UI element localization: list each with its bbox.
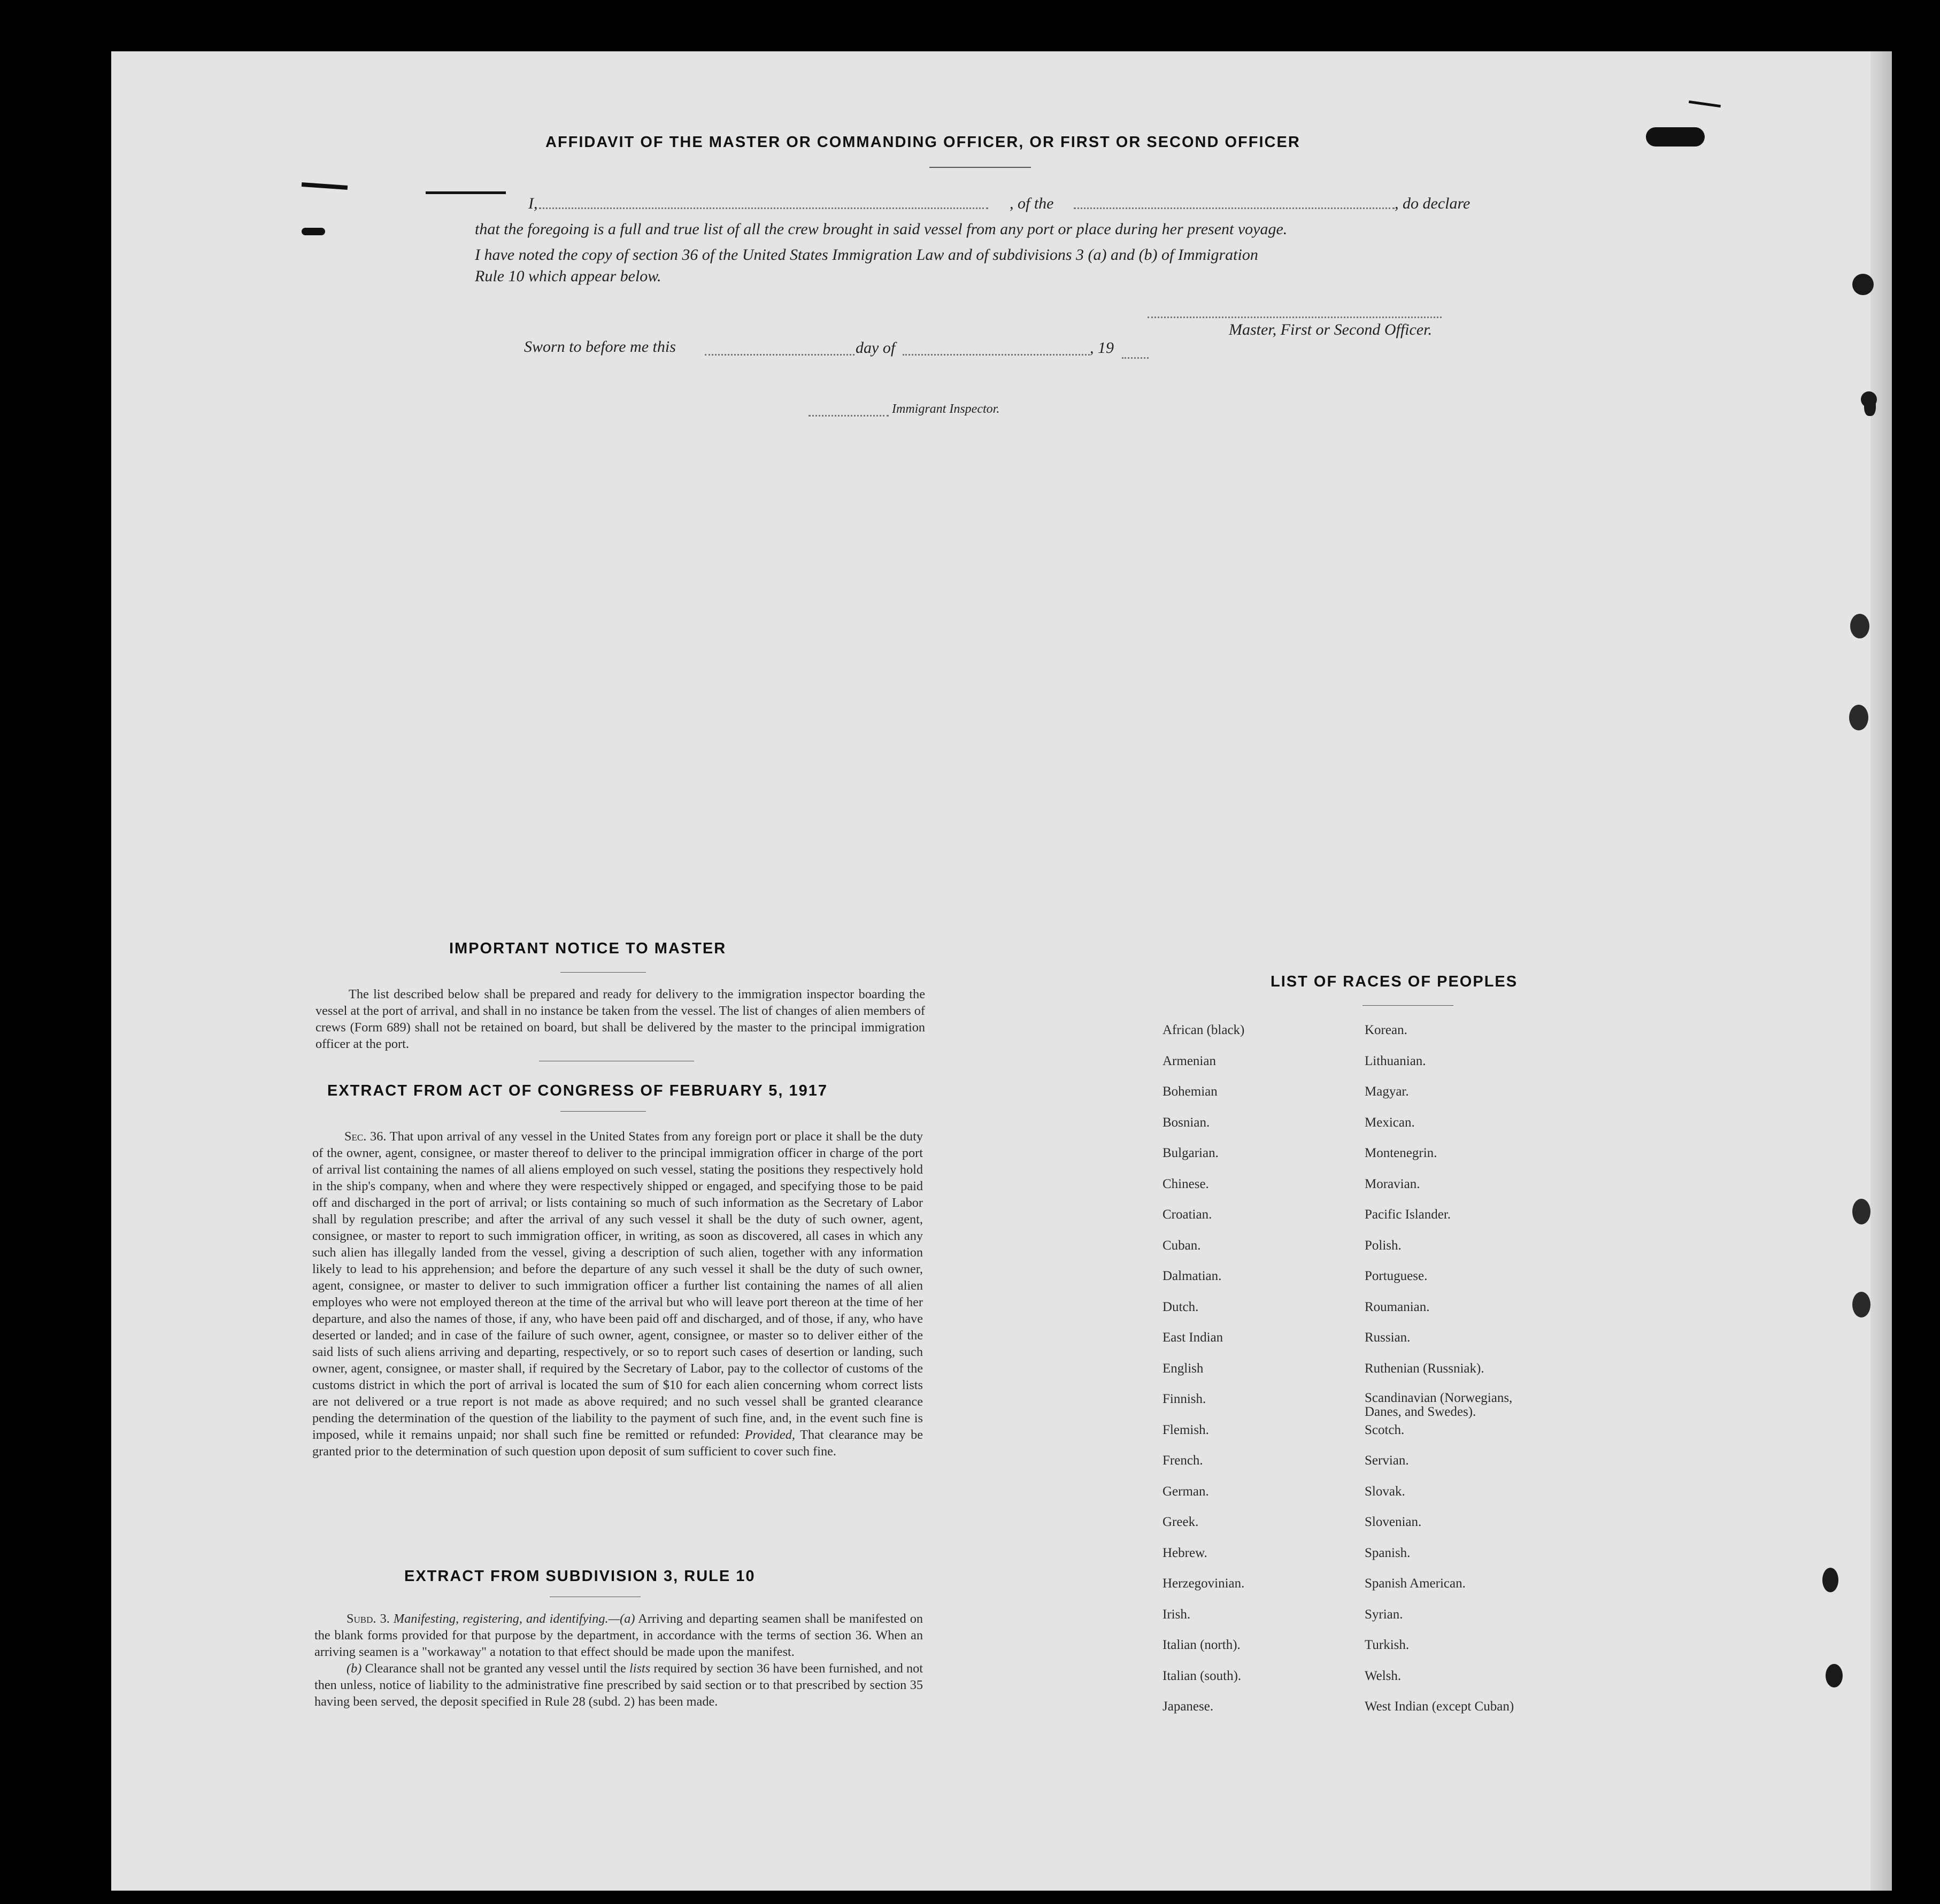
race-item: Dalmatian. (1163, 1269, 1222, 1283)
ink-smudge (1689, 101, 1721, 107)
race-item: Scandinavian (Norwegians, Danes, and Swedes). (1365, 1391, 1513, 1419)
races-rule (1362, 1005, 1453, 1006)
races-column-2 (1365, 1022, 1536, 1730)
sworn-month-field[interactable] (903, 354, 1090, 356)
race-item: Spanish American. (1365, 1576, 1466, 1591)
ink-smudge (302, 182, 348, 190)
race-item: Lithuanian. (1365, 1053, 1426, 1068)
race-item: Montenegrin. (1365, 1146, 1437, 1160)
race-item: Italian (south). (1163, 1668, 1242, 1683)
title-rule (929, 167, 1031, 168)
sworn-label: Sworn to before me this (524, 338, 676, 356)
act-title: EXTRACT FROM ACT OF CONGRESS OF FEBRUARY 5, 1917 (327, 1082, 828, 1099)
race-item: Spanish. (1365, 1545, 1411, 1560)
race-item: Mexican. (1365, 1115, 1415, 1130)
page-edge-shadow (1870, 51, 1892, 1891)
act-text (312, 1128, 923, 1460)
race-item: German. (1163, 1484, 1209, 1499)
subd-label: Subd. 3. (347, 1612, 390, 1626)
act-rule (560, 1111, 646, 1112)
race-item: English (1163, 1361, 1204, 1376)
race-item: Bosnian. (1163, 1115, 1210, 1130)
race-item: Cuban. (1163, 1238, 1201, 1253)
sworn-year-field[interactable] (1122, 357, 1149, 359)
binding-hole (1852, 1199, 1870, 1224)
races-title: LIST OF RACES OF PEOPLES (1271, 973, 1518, 990)
race-item: Italian (north). (1163, 1638, 1241, 1652)
race-item: Chinese. (1163, 1176, 1209, 1191)
affidavit-line-2: that the foregoing is a full and true list of all the crew brought in said vessel from any port or place during her present voyage. (475, 220, 1288, 238)
act-body-end: That clearance may be granted prior to the determination of such question upon deposit of sum sufficient to cover such fine. (312, 1428, 923, 1459)
act-body: That upon arrival of any vessel in the United States from any foreign port or place it shall be the duty of the owner, agent, consignee, or master thereof to deliver to the principal immigration officer in charge of the port of arrival list containing the names of all aliens employed on such vessel, stating the positions they respectively hold in the ship's company, when and where they were respectively shipped or engaged, and specifying those to be paid off and discharged in the port of arrival; or lists containing so much of such information as the Secretary of Labor shall by regulation prescribe; and after the arrival of any such vessel it shall be the duty of such owner, agent, consignee, or master to report to such immigration officer, in writing, as soon as discovered, all cases in which any such alien has illegally landed from the vessel, giving a description of such alien, together with any information likely to lead to his apprehension; and before the departure of any such vessel it shall be the duty of such owner, agent, consignee, or master to deliver to such immigration officer a further list containing the names of all alien employes who were not employed thereon at the time of the arrival but who will leave port thereon at the time of her departure, and also the names of those, if any, who have been paid off and discharged, and of those, if any, who have deserted or landed; and in case of the failure of such owner, agent, consignee, or master so to deliver either of the said lists of such aliens arriving and departing, respectively, or so to report such cases of desertion or landing, such owner, agent, consignee, or master shall, if required by the Secretary of Labor, pay to the collector of customs of the customs district in which the port of arrival is located the sum of $10 for each alien concerning whom correct lists are not delivered or a true report is not made as above required; and no such vessel shall be granted clearance pending the determination of the question of the liability to the payment of such fine, and, in the event such fine is imposed, while it remains unpaid; nor shall such fine be remitted or refunded: (312, 1129, 923, 1442)
form-page (111, 51, 1892, 1891)
binding-hole (1852, 1292, 1870, 1317)
race-item: Slovak. (1365, 1484, 1405, 1499)
ink-smudge (302, 228, 325, 235)
race-item: Hebrew. (1163, 1545, 1207, 1560)
provided-label: Provided, (744, 1428, 795, 1442)
race-item: Syrian. (1365, 1607, 1403, 1622)
ink-smudge (426, 191, 506, 194)
name-field[interactable] (539, 207, 988, 209)
subd-b-label: (b) (347, 1661, 362, 1676)
sworn-day-field[interactable] (705, 354, 854, 356)
race-item: Japanese. (1163, 1699, 1214, 1714)
race-item: Finnish. (1163, 1392, 1206, 1406)
binding-hole (1852, 274, 1874, 295)
inspector-signature-field[interactable] (809, 415, 889, 417)
binding-hole (1849, 705, 1868, 730)
affidavit-line-3: I have noted the copy of section 36 of the United States Immigration Law and of subdivisions 3 (a) and (b) of Immigration (475, 246, 1258, 264)
sec-label: Sec. 36. (344, 1129, 387, 1144)
binding-hole (1822, 1568, 1838, 1592)
race-item: Armenian (1163, 1053, 1216, 1068)
race-item: Servian. (1365, 1453, 1409, 1468)
race-item: Polish. (1365, 1238, 1402, 1253)
rule-title: EXTRACT FROM SUBDIVISION 3, RULE 10 (404, 1568, 756, 1585)
rule-text (314, 1610, 923, 1710)
race-item: Croatian. (1163, 1207, 1212, 1222)
affidavit-i-label: I, (528, 195, 538, 212)
race-item: Magyar. (1365, 1084, 1409, 1099)
binding-hole (1864, 395, 1876, 416)
race-item: Irish. (1163, 1607, 1191, 1622)
race-item: French. (1163, 1453, 1203, 1468)
race-item: Bohemian (1163, 1084, 1218, 1099)
race-item: Greek. (1163, 1515, 1199, 1529)
race-item: East Indian (1163, 1330, 1223, 1345)
race-item: African (black) (1163, 1023, 1245, 1037)
officer-signature-field[interactable] (1148, 317, 1442, 318)
race-item: Turkish. (1365, 1638, 1410, 1652)
race-item: Scotch. (1365, 1422, 1405, 1437)
subd-b-text-2: required by section 36 have been furnished, and not then unless, notice of liability to the administrative fine prescribed by said section or to that prescribed by section 35 having been served, the deposit specified in Rule 28 (subd. 2) has been made. (314, 1661, 923, 1709)
vessel-field[interactable] (1074, 207, 1395, 209)
race-item: Russian. (1365, 1330, 1411, 1345)
subd-b-text-1: Clearance shall not be granted any vessel until the (365, 1661, 626, 1676)
affidavit-of-the: , of the (1010, 195, 1054, 212)
race-item: West Indian (except Cuban) (1365, 1699, 1514, 1714)
race-item: Flemish. (1163, 1422, 1209, 1437)
race-item: Bulgarian. (1163, 1146, 1219, 1160)
notice-rule (560, 972, 646, 973)
race-item: Roumanian. (1365, 1299, 1430, 1314)
race-item: Welsh. (1365, 1668, 1402, 1683)
binding-hole (1850, 614, 1869, 638)
race-item: Herzegovinian. (1163, 1576, 1245, 1591)
day-of-label: day of (856, 339, 896, 357)
year-label: , 19 (1090, 339, 1114, 357)
officer-signature-label: Master, First or Second Officer. (1229, 321, 1432, 338)
affidavit-line-4: Rule 10 which appear below. (475, 267, 661, 285)
race-item: Slovenian. (1365, 1515, 1422, 1529)
ink-blot (1646, 127, 1705, 147)
subd-a-text: Arriving and departing seamen shall be manifested on the blank forms provided for that purpose by the department, in accordance with the terms of section 36. When an arriving seamen is a "workaway" a notation to that effect should be made upon the manifest. (314, 1612, 923, 1659)
race-item: Pacific Islander. (1365, 1207, 1451, 1222)
notice-title: IMPORTANT NOTICE TO MASTER (449, 940, 727, 957)
affidavit-do-declare: , do declare (1395, 195, 1471, 212)
subd-heading: Manifesting, registering, and identifying. (393, 1612, 609, 1626)
notice-text: The list described below shall be prepared and ready for delivery to the immigration inspector boarding the vessel at the port of arrival, and shall in no instance be taken from the vessel. The list of changes of alien members of crews (Form 689) shall not be retained on board, but shall be delivered by the master to the principal immigration officer at the port. (315, 987, 925, 1051)
binding-hole (1826, 1664, 1843, 1687)
races-list (1163, 1022, 1751, 1771)
race-item: Korean. (1365, 1023, 1407, 1037)
race-item: Dutch. (1163, 1299, 1199, 1314)
inspector-label: Immigrant Inspector. (892, 402, 1000, 416)
subd-a-label: —(a) (608, 1612, 635, 1626)
races-column-1 (1163, 1022, 1244, 1730)
race-item: Portuguese. (1365, 1269, 1428, 1283)
affidavit-title: AFFIDAVIT OF THE MASTER OR COMMANDING OFFICER, OR FIRST OR SECOND OFFICER (545, 134, 1300, 151)
race-item: Ruthenian (Russniak). (1365, 1361, 1484, 1376)
race-item: Moravian. (1365, 1176, 1420, 1191)
subd-b-lists: lists (629, 1661, 651, 1676)
